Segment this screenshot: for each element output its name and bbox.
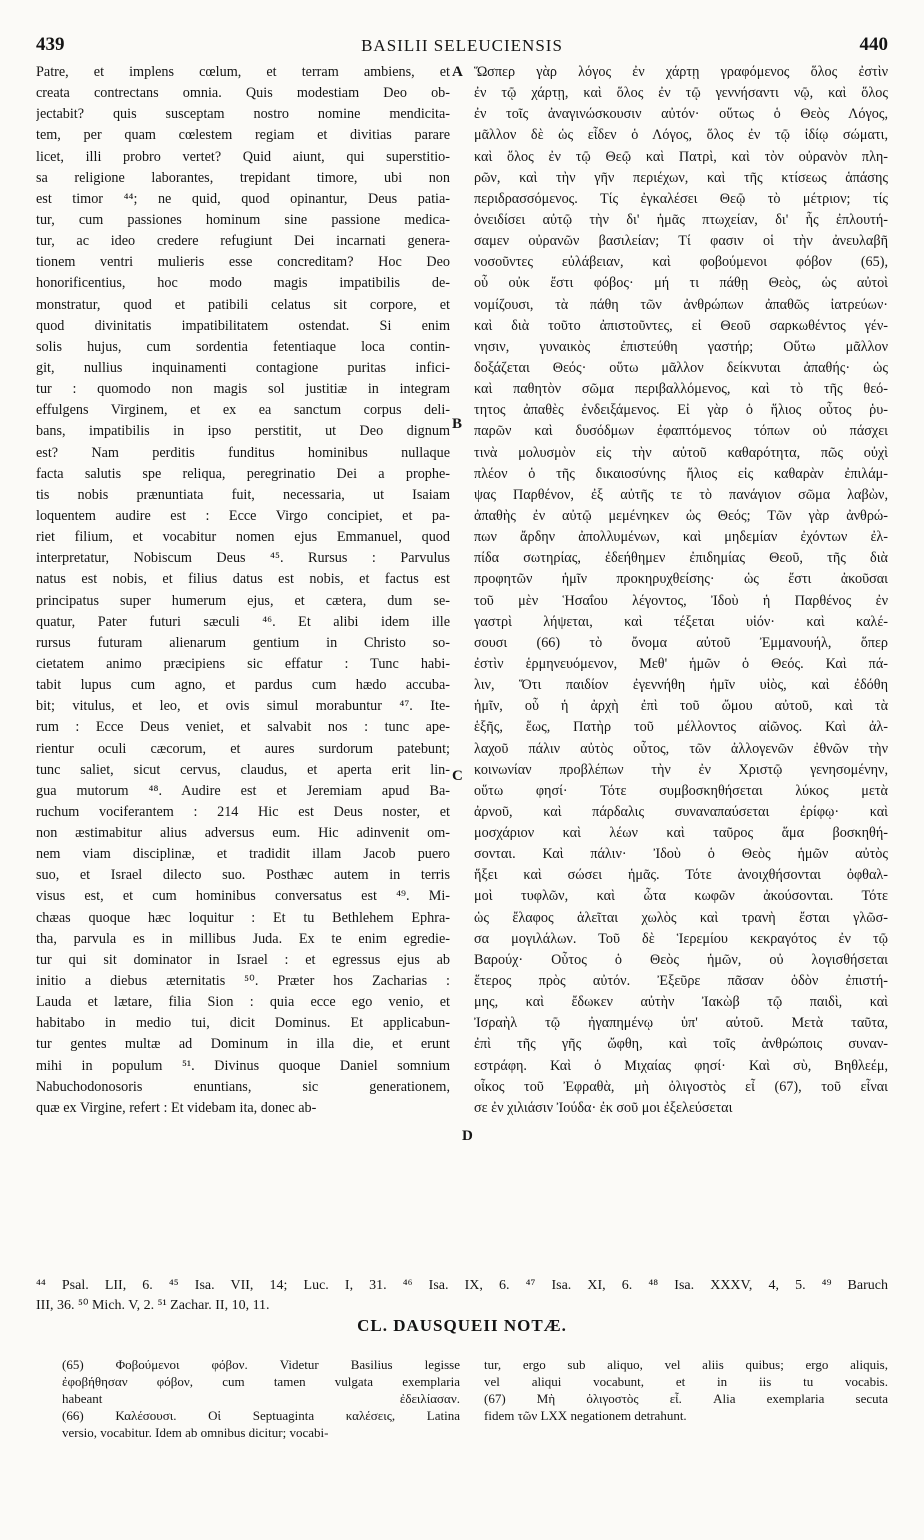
- latin-text-line: cietatem animo præcipiens sic effatur : Tunc habi-: [36, 655, 450, 672]
- note-line: versio, vocabitur. Idem ab omnibus dicitur; vocabi-: [62, 1425, 329, 1440]
- greek-text-line: μης, καὶ ἔδωκεν αὐτὴν Ἰακὼβ τῷ παιδὶ, καὶ: [474, 994, 888, 1011]
- latin-text-line: habitabo in medio tui, dicit Dominus. Et applicabun-: [36, 1015, 450, 1032]
- greek-text-line: ἥξει καὶ σώσει ἡμᾶς. Τότε ἀνοιχθήσονται ὀφθαλ-: [474, 867, 888, 884]
- latin-text-line: bans, impatibilis in ipso perstitit, ut Deo dignum: [36, 423, 450, 440]
- note-line: (65) Φοβούμενοι φόβον. Videtur Basilius legisse: [62, 1357, 460, 1372]
- latin-text-line: natus est nobis, et filius datus est nobis, et factus est: [36, 571, 450, 588]
- latin-text-line: rursus futuram alienarum gentium in Christo so-: [36, 634, 450, 651]
- page-header: [36, 34, 888, 62]
- latin-text-line: riet filium, et vocabitur nomen ejus Emmanuel, quod: [36, 529, 450, 546]
- latin-text-line: tur qui sit dominator in Israel : et egressus ejus ab: [36, 951, 450, 968]
- greek-text-line: σαμεν οὐρανῶν βασιλείαν; Τί φασιν οἱ τὴν ἀνευλαβῆ: [474, 233, 888, 250]
- latin-text-line: tur, ac ideo credere refugiunt Dei incarnati genera-: [36, 233, 450, 250]
- latin-text-line: est? Nam perditis funditus hominibus nullaque: [36, 444, 450, 461]
- greek-text-line: γαστρὶ λήψεται, καὶ τέξεται υἱόν· καὶ καλέ-: [474, 613, 888, 630]
- greek-text-line: κοινωνίαν προβλέπων τὴν ἐν Χριστῷ γενησομένην,: [474, 761, 888, 778]
- note-line: (67) Μὴ ὀλιγοστὸς εἶ. Alia exemplaria secuta: [484, 1391, 888, 1406]
- greek-text-line: πίδα σωτηρίας, ἐδεήθημεν ἐπιδημίας Θεοῦ, τῆς διὰ: [474, 550, 888, 567]
- running-title: BASILII SELEUCIENSIS: [361, 36, 563, 55]
- latin-text-line: Patre, et implens cœlum, et terram ambiens, et: [36, 64, 450, 80]
- greek-text-line: ἐπὶ τῆς γῆς ὤφθη, καὶ τοῖς ἀνθρώποις συναν-: [474, 1036, 888, 1053]
- latin-text-line: quæ ex Virgine, refert : Et videbam ita, donec ab-: [36, 1099, 317, 1116]
- greek-text-line: λιν, Ὅτι παιδίον ἐγεννήθη ἡμῖν υἱὸς, καὶ ἐδόθη: [474, 677, 888, 694]
- latin-text-line: loquentem audire est : Ecce Virgo concipiet, et pa-: [36, 507, 450, 524]
- greek-text-line: ἀπαθὴς ἐν αὐτῷ μεμένηκεν ὡς Θεός; Τῶν γὰρ ἀνθρώ-: [474, 507, 888, 524]
- margin-marker-b: B: [452, 416, 463, 432]
- latin-text-line: rientur oculi cæcorum, et aures surdorum patebunt;: [36, 740, 450, 757]
- reference-line: III, 36. ⁵⁰ Mich. V, 2. ⁵¹ Zachar. II, 10, 11.: [36, 1298, 270, 1313]
- note-line: fidem τῶν LXX negationem detrahunt.: [484, 1408, 687, 1423]
- greek-text-line: πων ἄρδην ἀπολλυμένων, καὶ μηδεμίαν ἐχόντων ἐλ-: [474, 529, 888, 546]
- note-line: (66) Καλέσουσι. Οἱ Septuaginta καλέσεις, Latina: [62, 1408, 460, 1423]
- latin-text-line: solis hujus, cum sordentia fetentiaque loca contin-: [36, 338, 450, 355]
- latin-text-line: ruchum vociferantem : 214 Hic est Deus noster, et: [36, 803, 450, 820]
- latin-text-line: est timor ⁴⁴; ne quid, quod opinantur, Deus patia-: [36, 190, 450, 207]
- greek-text-line: παρῶν καὶ δυσόδμων ἐφαπτόμενος τόπων οὐ πάσχει: [474, 423, 888, 440]
- latin-text-line: facta salutis spe reliqua, peregrinatio Dei a prophe-: [36, 465, 450, 482]
- greek-text-line: Ἰσραὴλ τῷ ἠγαπημένῳ ὑπ' αὐτοῦ. Μετὰ ταῦτα,: [474, 1015, 888, 1032]
- latin-text-line: nem viam disciplinæ, et tradidit illam Jacob puero: [36, 846, 450, 863]
- latin-text-line: effulgens Virginem, et ex ea sanctum corpus deli-: [36, 402, 450, 419]
- greek-text-line: σονται. Καὶ πάλιν· Ἰδοὺ ὁ Θεὸς ἡμῶν αὐτὸς: [474, 846, 888, 863]
- latin-text-line: monstratur, quod et patibili celatus sit corpore, et: [36, 296, 450, 313]
- greek-text-line: τοῦ μὲν Ἡσαΐου λέγοντος, Ἰδοὺ ἡ Παρθένος ἐν: [474, 592, 888, 609]
- latin-text-line: quod divinitatis impatibilitatem ostendat. Si enim: [36, 317, 450, 334]
- latin-text-line: initio a diebus æternitatis ⁵⁰. Præter hos Zacharias :: [36, 973, 450, 990]
- latin-text-line: tunc saliet, sicut cervus, claudus, et aperta erit lin-: [36, 761, 450, 778]
- latin-text-line: bit; vitulus, et leo, et ovis simul morabuntur ⁴⁷. Ite-: [36, 698, 450, 715]
- latin-text-line: tur : quomodo non magis sol justitiæ in integram: [36, 381, 450, 398]
- latin-text-line: gua mutorum ⁴⁸. Audire est et Jeremiam apud Ba-: [36, 782, 450, 799]
- latin-text-line: tionem ventri mulieris esse concreditam? Hoc Deo: [36, 254, 450, 271]
- greek-text-line: μοσχάριον καὶ λέων καὶ ταῦρος ἅμα βοσκηθή-: [474, 825, 888, 842]
- reference-line: ⁴⁴ Psal. LII, 6. ⁴⁵ Isa. VII, 14; Luc. I, 31. ⁴⁶ Isa. IX, 6. ⁴⁷ Isa. XI, 6. ⁴⁸ Isa. XXXV, 4, 5. ⁴⁹ Baruch: [36, 1278, 888, 1293]
- latin-text-line: tem, per quam cœlestem regiam et divitias parare: [36, 127, 450, 144]
- latin-text-line: tur, cum passiones hominum sine passione medica-: [36, 211, 450, 228]
- greek-text-line: ρῶν, καὶ τὴν γῆν περιέχων, καὶ τῆς κτίσεως ἁπάσης: [474, 169, 888, 186]
- latin-text-line: mihi in populum ⁵¹. Divinus quoque Daniel somnium: [36, 1057, 450, 1074]
- latin-text-line: visus est, et cum hominibus conversatus est ⁴⁹. Mi-: [36, 888, 450, 905]
- note-line: tur, ergo sub aliquo, vel aliis quibus; ergo aliquis,: [484, 1357, 888, 1372]
- latin-text-line: Lauda et lætare, filia Sion : quia ecce ego venio, et: [36, 994, 450, 1011]
- latin-text-line: jectabit? quis susceptam nostro nomine mendicita-: [36, 106, 450, 123]
- latin-text-line: git, nullius inquinamenti contagione puritas infici-: [36, 359, 450, 376]
- greek-text-line: νομίζουσι, τὰ πάθη τῶν ἀνθρώπων ἀπαθῶς ἰατρεύων·: [474, 296, 888, 313]
- notes-left-column: [62, 1356, 460, 1441]
- latin-text-line: honorificentius, hoc modo magis impatibilis de-: [36, 275, 450, 292]
- note-line: vel aliqui vocabunt, et in iis tu vocabis.: [484, 1374, 888, 1389]
- latin-text-line: tur gentes multæ ad Dominum in illa die, et erunt: [36, 1036, 450, 1053]
- latin-text-line: suo, et Israel dilecto suo. Posthæc autem in terris: [36, 867, 450, 884]
- latin-text-line: tha, parvula es in millibus Juda. Ex te enim egredie-: [36, 930, 450, 947]
- greek-text-line: καὶ ὅλος ἐν τῷ Θεῷ καὶ Πατρὶ, καὶ τὸν οὐρανὸν πλη-: [474, 148, 888, 165]
- greek-text-line: οὕτω φησί· Τότε συμβοσκηθήσεται λύκος μετὰ: [474, 782, 888, 799]
- greek-text-line: καὶ διὰ τοῦτο ἀπιστοῦντες, εἰ Θεοῦ σαρκωθέντος γέν-: [474, 317, 888, 334]
- greek-text-line: λαχοῦ πάλιν αὐτὸς οὗτος, τῶν ἀλλογενῶν ἐθνῶν τὴν: [474, 740, 888, 757]
- greek-column: [474, 62, 888, 1119]
- greek-text-line: ἐν τῷ χάρτῃ, καὶ ὅλος ἐν τῷ γεννήσαντι νῷ, καὶ ὅλος: [474, 85, 888, 102]
- scripture-references: [36, 1276, 888, 1316]
- greek-text-line: τητος ἀπαθὲς ἐνδειξάμενος. Εἰ γὰρ ὁ ἥλιος οὗτος ῥυ-: [474, 402, 888, 419]
- greek-text-line: οἶκος τοῦ Ἐφραθὰ, μὴ ὀλιγοστὸς εἶ (67), τοῦ εἶναι: [474, 1078, 888, 1095]
- greek-text-line: μᾶλλον δὲ ὡς εἶδεν ὁ Λόγος, ὅλος ἐν τῷ ἰδίῳ σώματι,: [474, 127, 888, 144]
- latin-text-line: rum : Ecce Deus veniet, et salvabit nos : tunc ape-: [36, 719, 450, 736]
- latin-text-line: chæas quoque hæc loquitur : Et tu Bethlehem Ephra-: [36, 909, 450, 926]
- greek-text-line: οὗ οὐκ ἔστι φόβος· μή τι πάθῃ Θεὸς, ὡς αὐτοὶ: [474, 275, 888, 292]
- greek-text-line: πλέον ὁ τῆς δικαιοσύνης ἥλιος εἰς καθαρὰν ἐπιλάμ-: [474, 465, 888, 482]
- greek-text-line: Βαρούχ· Οὗτος ὁ Θεὸς ἡμῶν, οὐ λογισθήσεται: [474, 951, 888, 968]
- page-number-right: 440: [859, 34, 888, 55]
- latin-text-line: tis nobis prænuntiata fuit, necessaria, ut Isaiam: [36, 486, 450, 503]
- latin-text-line: tabit lupus cum agno, et pardus cum hædo accuba-: [36, 677, 450, 694]
- greek-text-line: μοὶ τυφλῶν, καὶ ὦτα κωφῶν ἀκούσονται. Τότε: [474, 888, 888, 905]
- margin-marker-a: A: [452, 64, 463, 80]
- greek-text-line: σουσι (66) τὸ ὄνομα αὐτοῦ Ἐμμανουήλ, ὅπερ: [474, 634, 888, 651]
- latin-text-line: Nabuchodonosoris enuntians, sic generationem,: [36, 1078, 450, 1095]
- greek-text-line: προφητῶν ἡμῖν προκηρυχθείσης· ὡς ἔστι ἀκοῦσαι: [474, 571, 888, 588]
- greek-text-line: ἑξῆς, ἕως, Πατὴρ τοῦ μέλλοντος αἰῶνος. Καὶ ἀλ-: [474, 719, 888, 736]
- latin-text-line: quatur, Pater futuri sæculi ⁴⁶. Et alibi idem ille: [36, 613, 450, 630]
- greek-text-line: ἕτερος πρὸς αὐτόν. Ἐξεῦρε πᾶσαν ὁδὸν ἐπιστή-: [474, 973, 888, 990]
- greek-text-line: νοσοῦντες εὐλάβειαν, καὶ φοβούμενοι φόβον (65),: [474, 254, 888, 271]
- latin-text-line: principatus super humerum ejus, et cætera, dum se-: [36, 592, 450, 609]
- greek-text-line: ἐστὶν ἑρμηνευόμενον, Μεθ' ἡμῶν ὁ Θεός. Καὶ πά-: [474, 655, 888, 672]
- latin-column: [36, 62, 450, 1119]
- greek-text-line: τινὰ μολυσμὸν εἰς τὴν αὐτοῦ καθαρότητα, πῶς οὐχὶ: [474, 444, 888, 461]
- greek-text-line: εστράφη. Καὶ ὁ Μιχαίας φησί· Καὶ σὺ, Βηθλεέμ,: [474, 1057, 888, 1074]
- greek-text-line: νησιν, γυναικὸς ἐπιστεύθη γαστήρ; Οὕτω μᾶλλον: [474, 338, 888, 355]
- greek-text-line: δοξάζεται Θεός· οὕτω μᾶλλον δείκνυται ἀπαθής· ὡς: [474, 359, 888, 376]
- margin-marker-c: C: [452, 768, 463, 784]
- page-number-left: 439: [36, 34, 65, 55]
- greek-text-line: ἀρνοῦ, καὶ πάρδαλις συναναπαύσεται ἐρίφῳ· καὶ: [474, 803, 888, 820]
- greek-text-line: ψας Παρθένον, ἐξ αὐτῆς τε τὸ πανάγιον σῶμα λαβὼν,: [474, 486, 888, 503]
- margin-marker-d: D: [462, 1128, 473, 1144]
- note-line: habeant ἐδειλίασαν.: [62, 1391, 460, 1406]
- greek-text-line: περιδρασσόμενος. Τίς ἐγκαλέσει Θεῷ τὸ μέτριον; τίς: [474, 190, 888, 207]
- notes-title: CL. DAUSQUEII NOTÆ.: [357, 1316, 567, 1335]
- note-line: ἐφοβήθησαν φόβον, cum tamen vulgata exemplaria: [62, 1374, 460, 1389]
- latin-text-line: sa religione laborantes, trepidant timore, ubi non: [36, 169, 450, 186]
- greek-text-line: καὶ παθητὸν σῶμα περιβαλλόμενος, καὶ τὸ τῆς θεό-: [474, 381, 888, 398]
- greek-text-line: ἡμῖν, οὗ ἡ ἀρχὴ ἐπὶ τοῦ ὤμου αὐτοῦ, καὶ τὰ: [474, 698, 888, 715]
- notes-right-column: [484, 1356, 888, 1424]
- latin-text-line: creata contrectans omnia. Quis modestiam Deo ob-: [36, 85, 450, 102]
- latin-text-line: interpretatur, Nobiscum Deus ⁴⁵. Rursus : Parvulus: [36, 550, 450, 567]
- greek-text-line: ὀνειδίσει αὐτῷ τὴν δι' ἡμᾶς πτωχείαν, δι' ἧς ἐπλουτή-: [474, 211, 888, 228]
- greek-text-line: Ὥσπερ γὰρ λόγος ἐν χάρτῃ γραφόμενος ὅλος ἐστὶν: [474, 64, 888, 80]
- latin-text-line: non æstimabitur alius adversus eum. Hic adinvenit om-: [36, 825, 450, 842]
- greek-text-line: σε ἐν χιλιάσιν Ἰούδα· ἐκ σοῦ μοι ἐξελεύσεται: [474, 1099, 733, 1116]
- latin-text-line: licet, illi probro vertet? Quid aiunt, qui superstitio-: [36, 148, 450, 165]
- greek-text-line: ἐν τοῖς ἀναγινώσκουσιν αὐτόν· οὕτως ὁ Θεὸς Λόγος,: [474, 106, 888, 123]
- greek-text-line: σα μογιλάλων. Τοῦ δὲ Ἱερεμίου κεκραγότος ἐν τῷ: [474, 930, 888, 947]
- greek-text-line: ὡς ἔλαφος ἁλεῖται χωλὸς καὶ τρανὴ ἔσται γλῶσ-: [474, 909, 888, 926]
